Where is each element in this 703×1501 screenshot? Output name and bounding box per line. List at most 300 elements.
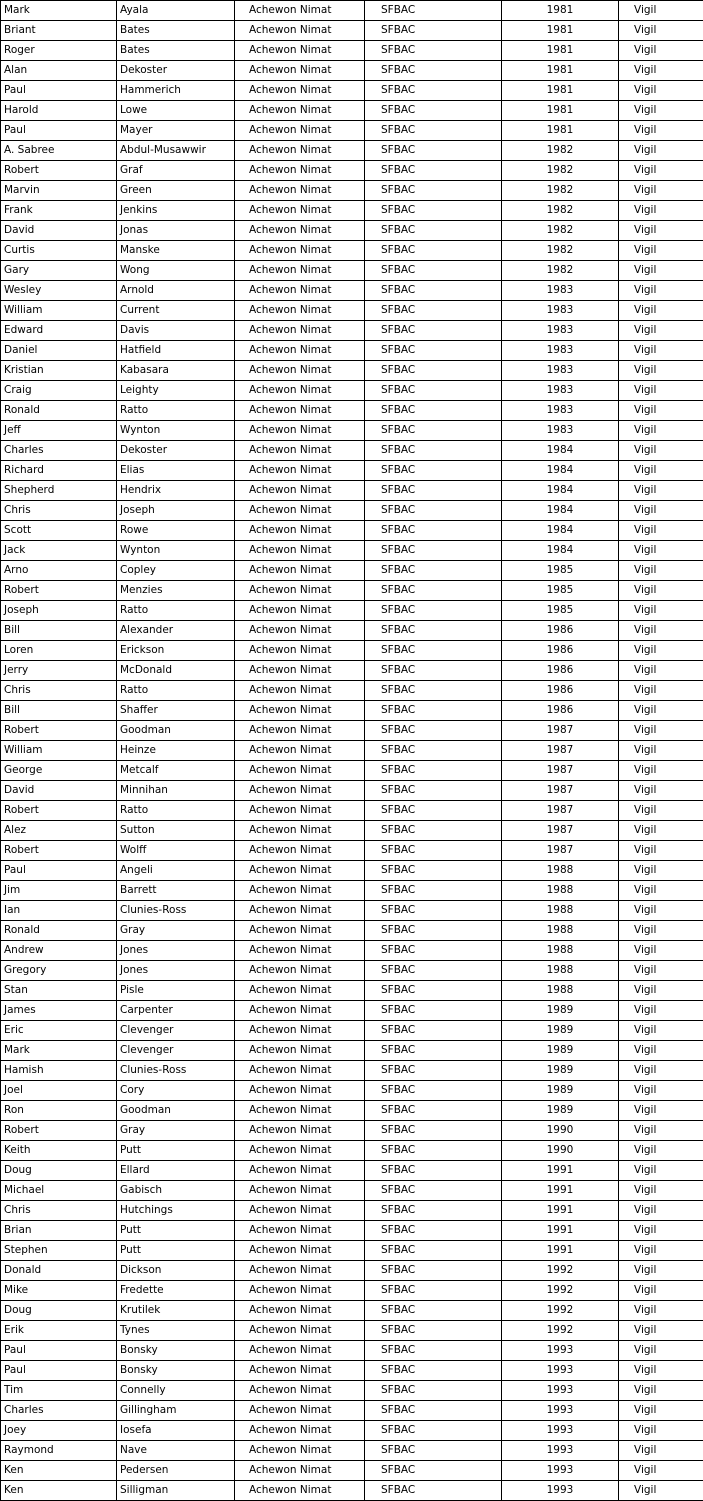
last-name-cell[interactable]: Mayer: [117, 121, 235, 141]
first-name-cell[interactable]: Robert: [1, 841, 117, 861]
honor-cell[interactable]: Vigil: [619, 1361, 703, 1381]
lodge-cell[interactable]: Achewon Nimat: [235, 161, 365, 181]
club-cell[interactable]: SFBAC: [365, 1141, 502, 1161]
last-name-cell[interactable]: Cory: [117, 1081, 235, 1101]
club-cell[interactable]: SFBAC: [365, 1121, 502, 1141]
last-name-cell[interactable]: Hatfield: [117, 341, 235, 361]
lodge-cell[interactable]: Achewon Nimat: [235, 421, 365, 441]
last-name-cell[interactable]: Elias: [117, 461, 235, 481]
year-cell[interactable]: 1993: [502, 1421, 619, 1441]
honor-cell[interactable]: Vigil: [619, 241, 703, 261]
year-cell[interactable]: 1991: [502, 1161, 619, 1181]
first-name-cell[interactable]: William: [1, 301, 117, 321]
club-cell[interactable]: SFBAC: [365, 1341, 502, 1361]
first-name-cell[interactable]: Erik: [1, 1321, 117, 1341]
club-cell[interactable]: SFBAC: [365, 761, 502, 781]
club-cell[interactable]: SFBAC: [365, 101, 502, 121]
year-cell[interactable]: 1988: [502, 941, 619, 961]
year-cell[interactable]: 1990: [502, 1121, 619, 1141]
first-name-cell[interactable]: Joseph: [1, 601, 117, 621]
year-cell[interactable]: 1986: [502, 621, 619, 641]
year-cell[interactable]: 1988: [502, 921, 619, 941]
last-name-cell[interactable]: Clevenger: [117, 1041, 235, 1061]
club-cell[interactable]: SFBAC: [365, 781, 502, 801]
last-name-cell[interactable]: Ratto: [117, 401, 235, 421]
club-cell[interactable]: SFBAC: [365, 941, 502, 961]
last-name-cell[interactable]: Tynes: [117, 1321, 235, 1341]
lodge-cell[interactable]: Achewon Nimat: [235, 1181, 365, 1201]
honor-cell[interactable]: Vigil: [619, 461, 703, 481]
club-cell[interactable]: SFBAC: [365, 121, 502, 141]
club-cell[interactable]: SFBAC: [365, 601, 502, 621]
lodge-cell[interactable]: Achewon Nimat: [235, 861, 365, 881]
lodge-cell[interactable]: Achewon Nimat: [235, 901, 365, 921]
honor-cell[interactable]: Vigil: [619, 1101, 703, 1121]
last-name-cell[interactable]: Erickson: [117, 641, 235, 661]
honor-cell[interactable]: Vigil: [619, 521, 703, 541]
last-name-cell[interactable]: Ellard: [117, 1161, 235, 1181]
last-name-cell[interactable]: Green: [117, 181, 235, 201]
last-name-cell[interactable]: Current: [117, 301, 235, 321]
lodge-cell[interactable]: Achewon Nimat: [235, 1201, 365, 1221]
last-name-cell[interactable]: Iosefa: [117, 1421, 235, 1441]
lodge-cell[interactable]: Achewon Nimat: [235, 821, 365, 841]
club-cell[interactable]: SFBAC: [365, 541, 502, 561]
lodge-cell[interactable]: Achewon Nimat: [235, 341, 365, 361]
first-name-cell[interactable]: Paul: [1, 81, 117, 101]
lodge-cell[interactable]: Achewon Nimat: [235, 1121, 365, 1141]
honor-cell[interactable]: Vigil: [619, 41, 703, 61]
honor-cell[interactable]: Vigil: [619, 1321, 703, 1341]
honor-cell[interactable]: Vigil: [619, 1041, 703, 1061]
first-name-cell[interactable]: Edward: [1, 321, 117, 341]
lodge-cell[interactable]: Achewon Nimat: [235, 681, 365, 701]
club-cell[interactable]: SFBAC: [365, 21, 502, 41]
lodge-cell[interactable]: Achewon Nimat: [235, 1061, 365, 1081]
last-name-cell[interactable]: Angeli: [117, 861, 235, 881]
last-name-cell[interactable]: Wong: [117, 261, 235, 281]
club-cell[interactable]: SFBAC: [365, 521, 502, 541]
honor-cell[interactable]: Vigil: [619, 181, 703, 201]
club-cell[interactable]: SFBAC: [365, 1081, 502, 1101]
first-name-cell[interactable]: Jeff: [1, 421, 117, 441]
last-name-cell[interactable]: Pisle: [117, 981, 235, 1001]
club-cell[interactable]: SFBAC: [365, 581, 502, 601]
first-name-cell[interactable]: Paul: [1, 121, 117, 141]
honor-cell[interactable]: Vigil: [619, 601, 703, 621]
year-cell[interactable]: 1993: [502, 1461, 619, 1481]
year-cell[interactable]: 1983: [502, 381, 619, 401]
year-cell[interactable]: 1988: [502, 881, 619, 901]
first-name-cell[interactable]: Charles: [1, 441, 117, 461]
honor-cell[interactable]: Vigil: [619, 301, 703, 321]
lodge-cell[interactable]: Achewon Nimat: [235, 661, 365, 681]
honor-cell[interactable]: Vigil: [619, 741, 703, 761]
lodge-cell[interactable]: Achewon Nimat: [235, 321, 365, 341]
club-cell[interactable]: SFBAC: [365, 61, 502, 81]
last-name-cell[interactable]: Hendrix: [117, 481, 235, 501]
lodge-cell[interactable]: Achewon Nimat: [235, 381, 365, 401]
honor-cell[interactable]: Vigil: [619, 1401, 703, 1421]
honor-cell[interactable]: Vigil: [619, 501, 703, 521]
honor-cell[interactable]: Vigil: [619, 81, 703, 101]
year-cell[interactable]: 1984: [502, 481, 619, 501]
honor-cell[interactable]: Vigil: [619, 721, 703, 741]
lodge-cell[interactable]: Achewon Nimat: [235, 541, 365, 561]
lodge-cell[interactable]: Achewon Nimat: [235, 101, 365, 121]
year-cell[interactable]: 1982: [502, 221, 619, 241]
first-name-cell[interactable]: Hamish: [1, 1061, 117, 1081]
lodge-cell[interactable]: Achewon Nimat: [235, 1041, 365, 1061]
last-name-cell[interactable]: Bates: [117, 21, 235, 41]
year-cell[interactable]: 1982: [502, 261, 619, 281]
lodge-cell[interactable]: Achewon Nimat: [235, 441, 365, 461]
honor-cell[interactable]: Vigil: [619, 261, 703, 281]
year-cell[interactable]: 1987: [502, 761, 619, 781]
club-cell[interactable]: SFBAC: [365, 301, 502, 321]
lodge-cell[interactable]: Achewon Nimat: [235, 1321, 365, 1341]
honor-cell[interactable]: Vigil: [619, 361, 703, 381]
honor-cell[interactable]: Vigil: [619, 1261, 703, 1281]
lodge-cell[interactable]: Achewon Nimat: [235, 1021, 365, 1041]
first-name-cell[interactable]: Mike: [1, 1281, 117, 1301]
year-cell[interactable]: 1983: [502, 281, 619, 301]
lodge-cell[interactable]: Achewon Nimat: [235, 1141, 365, 1161]
first-name-cell[interactable]: Curtis: [1, 241, 117, 261]
last-name-cell[interactable]: Manske: [117, 241, 235, 261]
first-name-cell[interactable]: Andrew: [1, 941, 117, 961]
lodge-cell[interactable]: Achewon Nimat: [235, 961, 365, 981]
year-cell[interactable]: 1991: [502, 1241, 619, 1261]
last-name-cell[interactable]: Fredette: [117, 1281, 235, 1301]
lodge-cell[interactable]: Achewon Nimat: [235, 1101, 365, 1121]
first-name-cell[interactable]: Loren: [1, 641, 117, 661]
year-cell[interactable]: 1984: [502, 461, 619, 481]
first-name-cell[interactable]: Bill: [1, 701, 117, 721]
year-cell[interactable]: 1981: [502, 121, 619, 141]
honor-cell[interactable]: Vigil: [619, 401, 703, 421]
last-name-cell[interactable]: Silligman: [117, 1481, 235, 1501]
year-cell[interactable]: 1984: [502, 541, 619, 561]
year-cell[interactable]: 1982: [502, 241, 619, 261]
first-name-cell[interactable]: Doug: [1, 1301, 117, 1321]
first-name-cell[interactable]: David: [1, 221, 117, 241]
year-cell[interactable]: 1991: [502, 1221, 619, 1241]
last-name-cell[interactable]: Goodman: [117, 721, 235, 741]
club-cell[interactable]: SFBAC: [365, 221, 502, 241]
year-cell[interactable]: 1984: [502, 521, 619, 541]
honor-cell[interactable]: Vigil: [619, 1081, 703, 1101]
first-name-cell[interactable]: Craig: [1, 381, 117, 401]
first-name-cell[interactable]: Stephen: [1, 1241, 117, 1261]
last-name-cell[interactable]: Minnihan: [117, 781, 235, 801]
year-cell[interactable]: 1984: [502, 441, 619, 461]
first-name-cell[interactable]: Briant: [1, 21, 117, 41]
club-cell[interactable]: SFBAC: [365, 461, 502, 481]
last-name-cell[interactable]: Dekoster: [117, 441, 235, 461]
club-cell[interactable]: SFBAC: [365, 1161, 502, 1181]
lodge-cell[interactable]: Achewon Nimat: [235, 361, 365, 381]
last-name-cell[interactable]: Putt: [117, 1141, 235, 1161]
club-cell[interactable]: SFBAC: [365, 381, 502, 401]
lodge-cell[interactable]: Achewon Nimat: [235, 521, 365, 541]
honor-cell[interactable]: Vigil: [619, 881, 703, 901]
club-cell[interactable]: SFBAC: [365, 1061, 502, 1081]
year-cell[interactable]: 1988: [502, 901, 619, 921]
first-name-cell[interactable]: Keith: [1, 1141, 117, 1161]
lodge-cell[interactable]: Achewon Nimat: [235, 181, 365, 201]
honor-cell[interactable]: Vigil: [619, 1001, 703, 1021]
first-name-cell[interactable]: Joel: [1, 1081, 117, 1101]
last-name-cell[interactable]: Gabisch: [117, 1181, 235, 1201]
year-cell[interactable]: 1992: [502, 1261, 619, 1281]
first-name-cell[interactable]: Joey: [1, 1421, 117, 1441]
first-name-cell[interactable]: Charles: [1, 1401, 117, 1421]
honor-cell[interactable]: Vigil: [619, 941, 703, 961]
first-name-cell[interactable]: Ken: [1, 1461, 117, 1481]
lodge-cell[interactable]: Achewon Nimat: [235, 781, 365, 801]
lodge-cell[interactable]: Achewon Nimat: [235, 1221, 365, 1241]
lodge-cell[interactable]: Achewon Nimat: [235, 921, 365, 941]
year-cell[interactable]: 1982: [502, 201, 619, 221]
club-cell[interactable]: SFBAC: [365, 1321, 502, 1341]
club-cell[interactable]: SFBAC: [365, 201, 502, 221]
lodge-cell[interactable]: Achewon Nimat: [235, 121, 365, 141]
year-cell[interactable]: 1987: [502, 721, 619, 741]
club-cell[interactable]: SFBAC: [365, 1281, 502, 1301]
lodge-cell[interactable]: Achewon Nimat: [235, 621, 365, 641]
club-cell[interactable]: SFBAC: [365, 1001, 502, 1021]
year-cell[interactable]: 1987: [502, 741, 619, 761]
club-cell[interactable]: SFBAC: [365, 701, 502, 721]
last-name-cell[interactable]: Kabasara: [117, 361, 235, 381]
year-cell[interactable]: 1987: [502, 821, 619, 841]
first-name-cell[interactable]: Arno: [1, 561, 117, 581]
club-cell[interactable]: SFBAC: [365, 81, 502, 101]
first-name-cell[interactable]: Chris: [1, 681, 117, 701]
year-cell[interactable]: 1981: [502, 101, 619, 121]
first-name-cell[interactable]: Tim: [1, 1381, 117, 1401]
lodge-cell[interactable]: Achewon Nimat: [235, 41, 365, 61]
club-cell[interactable]: SFBAC: [365, 661, 502, 681]
first-name-cell[interactable]: Frank: [1, 201, 117, 221]
lodge-cell[interactable]: Achewon Nimat: [235, 1001, 365, 1021]
last-name-cell[interactable]: Metcalf: [117, 761, 235, 781]
club-cell[interactable]: SFBAC: [365, 441, 502, 461]
year-cell[interactable]: 1989: [502, 1001, 619, 1021]
year-cell[interactable]: 1982: [502, 181, 619, 201]
honor-cell[interactable]: Vigil: [619, 1441, 703, 1461]
club-cell[interactable]: SFBAC: [365, 341, 502, 361]
last-name-cell[interactable]: Bonsky: [117, 1341, 235, 1361]
year-cell[interactable]: 1981: [502, 1, 619, 21]
last-name-cell[interactable]: McDonald: [117, 661, 235, 681]
last-name-cell[interactable]: Carpenter: [117, 1001, 235, 1021]
club-cell[interactable]: SFBAC: [365, 141, 502, 161]
lodge-cell[interactable]: Achewon Nimat: [235, 1401, 365, 1421]
club-cell[interactable]: SFBAC: [365, 481, 502, 501]
honor-cell[interactable]: Vigil: [619, 581, 703, 601]
club-cell[interactable]: SFBAC: [365, 801, 502, 821]
club-cell[interactable]: SFBAC: [365, 841, 502, 861]
year-cell[interactable]: 1993: [502, 1441, 619, 1461]
year-cell[interactable]: 1983: [502, 421, 619, 441]
club-cell[interactable]: SFBAC: [365, 681, 502, 701]
lodge-cell[interactable]: Achewon Nimat: [235, 1421, 365, 1441]
club-cell[interactable]: SFBAC: [365, 161, 502, 181]
last-name-cell[interactable]: Goodman: [117, 1101, 235, 1121]
last-name-cell[interactable]: Lowe: [117, 101, 235, 121]
honor-cell[interactable]: Vigil: [619, 281, 703, 301]
honor-cell[interactable]: Vigil: [619, 961, 703, 981]
club-cell[interactable]: SFBAC: [365, 241, 502, 261]
club-cell[interactable]: SFBAC: [365, 41, 502, 61]
honor-cell[interactable]: Vigil: [619, 561, 703, 581]
honor-cell[interactable]: Vigil: [619, 1221, 703, 1241]
honor-cell[interactable]: Vigil: [619, 1481, 703, 1501]
first-name-cell[interactable]: Robert: [1, 1121, 117, 1141]
first-name-cell[interactable]: Robert: [1, 721, 117, 741]
lodge-cell[interactable]: Achewon Nimat: [235, 1241, 365, 1261]
club-cell[interactable]: SFBAC: [365, 1461, 502, 1481]
honor-cell[interactable]: Vigil: [619, 101, 703, 121]
first-name-cell[interactable]: Jack: [1, 541, 117, 561]
last-name-cell[interactable]: Ayala: [117, 1, 235, 21]
club-cell[interactable]: SFBAC: [365, 281, 502, 301]
honor-cell[interactable]: Vigil: [619, 901, 703, 921]
first-name-cell[interactable]: Scott: [1, 521, 117, 541]
first-name-cell[interactable]: Shepherd: [1, 481, 117, 501]
lodge-cell[interactable]: Achewon Nimat: [235, 401, 365, 421]
year-cell[interactable]: 1984: [502, 501, 619, 521]
lodge-cell[interactable]: Achewon Nimat: [235, 81, 365, 101]
year-cell[interactable]: 1990: [502, 1141, 619, 1161]
last-name-cell[interactable]: Wynton: [117, 421, 235, 441]
club-cell[interactable]: SFBAC: [365, 361, 502, 381]
lodge-cell[interactable]: Achewon Nimat: [235, 281, 365, 301]
last-name-cell[interactable]: Dickson: [117, 1261, 235, 1281]
year-cell[interactable]: 1982: [502, 161, 619, 181]
lodge-cell[interactable]: Achewon Nimat: [235, 201, 365, 221]
club-cell[interactable]: SFBAC: [365, 261, 502, 281]
year-cell[interactable]: 1989: [502, 1041, 619, 1061]
last-name-cell[interactable]: Barrett: [117, 881, 235, 901]
year-cell[interactable]: 1981: [502, 21, 619, 41]
club-cell[interactable]: SFBAC: [365, 1441, 502, 1461]
first-name-cell[interactable]: George: [1, 761, 117, 781]
year-cell[interactable]: 1988: [502, 861, 619, 881]
year-cell[interactable]: 1988: [502, 961, 619, 981]
first-name-cell[interactable]: Donald: [1, 1261, 117, 1281]
year-cell[interactable]: 1982: [502, 141, 619, 161]
club-cell[interactable]: SFBAC: [365, 1041, 502, 1061]
club-cell[interactable]: SFBAC: [365, 1401, 502, 1421]
last-name-cell[interactable]: Alexander: [117, 621, 235, 641]
lodge-cell[interactable]: Achewon Nimat: [235, 301, 365, 321]
year-cell[interactable]: 1993: [502, 1401, 619, 1421]
year-cell[interactable]: 1985: [502, 601, 619, 621]
first-name-cell[interactable]: Ronald: [1, 921, 117, 941]
club-cell[interactable]: SFBAC: [365, 1221, 502, 1241]
club-cell[interactable]: SFBAC: [365, 641, 502, 661]
first-name-cell[interactable]: Ian: [1, 901, 117, 921]
honor-cell[interactable]: Vigil: [619, 641, 703, 661]
honor-cell[interactable]: Vigil: [619, 781, 703, 801]
lodge-cell[interactable]: Achewon Nimat: [235, 1081, 365, 1101]
first-name-cell[interactable]: Wesley: [1, 281, 117, 301]
honor-cell[interactable]: Vigil: [619, 1341, 703, 1361]
honor-cell[interactable]: Vigil: [619, 1, 703, 21]
first-name-cell[interactable]: Paul: [1, 861, 117, 881]
lodge-cell[interactable]: Achewon Nimat: [235, 241, 365, 261]
lodge-cell[interactable]: Achewon Nimat: [235, 941, 365, 961]
first-name-cell[interactable]: James: [1, 1001, 117, 1021]
club-cell[interactable]: SFBAC: [365, 861, 502, 881]
honor-cell[interactable]: Vigil: [619, 1161, 703, 1181]
club-cell[interactable]: SFBAC: [365, 1261, 502, 1281]
honor-cell[interactable]: Vigil: [619, 821, 703, 841]
first-name-cell[interactable]: William: [1, 741, 117, 761]
club-cell[interactable]: SFBAC: [365, 321, 502, 341]
club-cell[interactable]: SFBAC: [365, 1381, 502, 1401]
year-cell[interactable]: 1993: [502, 1481, 619, 1501]
club-cell[interactable]: SFBAC: [365, 1301, 502, 1321]
first-name-cell[interactable]: Daniel: [1, 341, 117, 361]
first-name-cell[interactable]: Richard: [1, 461, 117, 481]
last-name-cell[interactable]: Gray: [117, 921, 235, 941]
lodge-cell[interactable]: Achewon Nimat: [235, 1381, 365, 1401]
first-name-cell[interactable]: Jim: [1, 881, 117, 901]
honor-cell[interactable]: Vigil: [619, 1461, 703, 1481]
first-name-cell[interactable]: Bill: [1, 621, 117, 641]
lodge-cell[interactable]: Achewon Nimat: [235, 581, 365, 601]
lodge-cell[interactable]: Achewon Nimat: [235, 501, 365, 521]
honor-cell[interactable]: Vigil: [619, 121, 703, 141]
last-name-cell[interactable]: Connelly: [117, 1381, 235, 1401]
honor-cell[interactable]: Vigil: [619, 541, 703, 561]
lodge-cell[interactable]: Achewon Nimat: [235, 1481, 365, 1501]
year-cell[interactable]: 1981: [502, 61, 619, 81]
honor-cell[interactable]: Vigil: [619, 161, 703, 181]
lodge-cell[interactable]: Achewon Nimat: [235, 1281, 365, 1301]
last-name-cell[interactable]: Pedersen: [117, 1461, 235, 1481]
lodge-cell[interactable]: Achewon Nimat: [235, 141, 365, 161]
last-name-cell[interactable]: Joseph: [117, 501, 235, 521]
honor-cell[interactable]: Vigil: [619, 61, 703, 81]
first-name-cell[interactable]: Kristian: [1, 361, 117, 381]
first-name-cell[interactable]: Doug: [1, 1161, 117, 1181]
honor-cell[interactable]: Vigil: [619, 1061, 703, 1081]
last-name-cell[interactable]: Arnold: [117, 281, 235, 301]
honor-cell[interactable]: Vigil: [619, 981, 703, 1001]
club-cell[interactable]: SFBAC: [365, 401, 502, 421]
lodge-cell[interactable]: Achewon Nimat: [235, 841, 365, 861]
last-name-cell[interactable]: Ratto: [117, 801, 235, 821]
first-name-cell[interactable]: Gregory: [1, 961, 117, 981]
club-cell[interactable]: SFBAC: [365, 1101, 502, 1121]
year-cell[interactable]: 1983: [502, 341, 619, 361]
club-cell[interactable]: SFBAC: [365, 901, 502, 921]
honor-cell[interactable]: Vigil: [619, 441, 703, 461]
year-cell[interactable]: 1985: [502, 581, 619, 601]
first-name-cell[interactable]: Brian: [1, 1221, 117, 1241]
lodge-cell[interactable]: Achewon Nimat: [235, 721, 365, 741]
year-cell[interactable]: 1987: [502, 841, 619, 861]
first-name-cell[interactable]: Eric: [1, 1021, 117, 1041]
first-name-cell[interactable]: Jerry: [1, 661, 117, 681]
last-name-cell[interactable]: Putt: [117, 1221, 235, 1241]
lodge-cell[interactable]: Achewon Nimat: [235, 461, 365, 481]
